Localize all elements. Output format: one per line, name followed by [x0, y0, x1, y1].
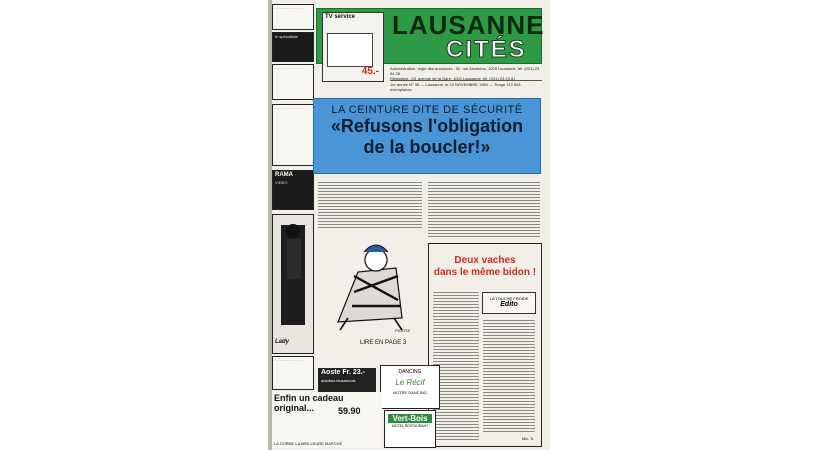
edito-column-right	[483, 318, 535, 434]
seatbelt-cartoon	[318, 232, 422, 332]
masthead-info-line-1: Administration, régie des annonces : 52, rue Ancienne, 1005 Lausanne, tél. (021) 23 54 28	[390, 66, 540, 76]
ad-specialiste-text: le spécialiste	[275, 34, 298, 39]
ad-aoste-sub: autobus lausannois	[321, 378, 356, 383]
ad-rama-label: RAMA	[275, 172, 293, 178]
issue-bar: 1re année N° 35 — Lausanne, le 20 NOVEMBRE 1980 — Tirage 113 543 exemplaires	[390, 80, 542, 92]
ad-dancing-sub: NOTRE DANCING	[393, 390, 427, 395]
ad-lady-fashion	[272, 214, 314, 354]
ad-cadeau-title: Enfin un cadeau original...	[274, 393, 344, 413]
masthead-info	[390, 66, 542, 81]
ad-dancing	[380, 365, 440, 409]
headline-line-1: «Refusons l'obligation	[330, 116, 524, 136]
edito-signature: Mic. S.	[522, 436, 535, 441]
ad-rama-video	[272, 170, 314, 210]
masthead-info-line-2: Rédaction : 23, avenue de la Gare, 1001 Lausanne, tél. (021) 23 23 81	[390, 76, 516, 81]
ad-small-bottom: · · · · · · · · · · · ·	[272, 356, 314, 390]
newspaper-subtitle: CITÉS	[446, 36, 527, 63]
ad-vertbois	[384, 410, 436, 448]
tv-service-label: TV service	[325, 14, 356, 20]
edito-headline-line-2: dans le même bidon !	[433, 267, 537, 278]
ad-dancing-name: Le Récif	[395, 378, 425, 387]
woman-figure-image	[273, 215, 314, 333]
ad-lady-label: Lady	[275, 339, 290, 345]
ad-top-left: · · · · · · · · · · · ·	[272, 4, 314, 30]
ad-textblock: · · · · · · · · · · · ·	[272, 64, 314, 100]
ad-cadeau	[272, 392, 382, 448]
cartoon-signature: PIGOTE	[395, 328, 411, 333]
ad-cadeau-footer: LA CORNE LA MEILLEURE MARCHÉ	[274, 441, 343, 446]
article-column-right	[428, 180, 540, 238]
ad-vertbois-sub: MOTEL RESTAURANT	[391, 424, 429, 428]
ad-cadeau-price: 59.90	[338, 406, 361, 416]
tv-ad-price: 45.-	[361, 66, 379, 77]
edito-label-box	[482, 292, 536, 314]
cartoon-caption: LIRE EN PAGE 3	[360, 340, 407, 346]
tv-icon	[327, 33, 373, 67]
ad-clinic: · · · · · · · · · · · ·	[272, 104, 314, 166]
ad-vertbois-name: Vert-Bois	[388, 414, 432, 423]
ad-dancing-top: DANCING	[398, 369, 422, 375]
edito-headline-line-1: Deux vaches	[454, 255, 516, 266]
newspaper-title: LAUSANNE	[392, 10, 545, 40]
edito-label-big: Edito	[500, 301, 518, 308]
ad-aoste	[318, 368, 376, 392]
headline-kicker: LA CEINTURE DITE DE SÉCURITÉ	[331, 104, 523, 116]
left-ad-column	[272, 0, 314, 450]
edito-label-small: LA TOUCHE FROIDE	[489, 296, 529, 301]
headline-box	[313, 98, 541, 174]
headline-line-2: de la boucler!»	[363, 137, 491, 157]
ad-aoste-title: Aoste Fr. 23.-	[321, 369, 365, 376]
ad-video-label: VIDEO	[275, 180, 288, 185]
article-column-left	[318, 180, 422, 228]
ad-specialiste	[272, 32, 314, 62]
edito-headline	[432, 255, 538, 279]
tv-service-ad	[322, 12, 384, 82]
masthead	[316, 8, 545, 92]
